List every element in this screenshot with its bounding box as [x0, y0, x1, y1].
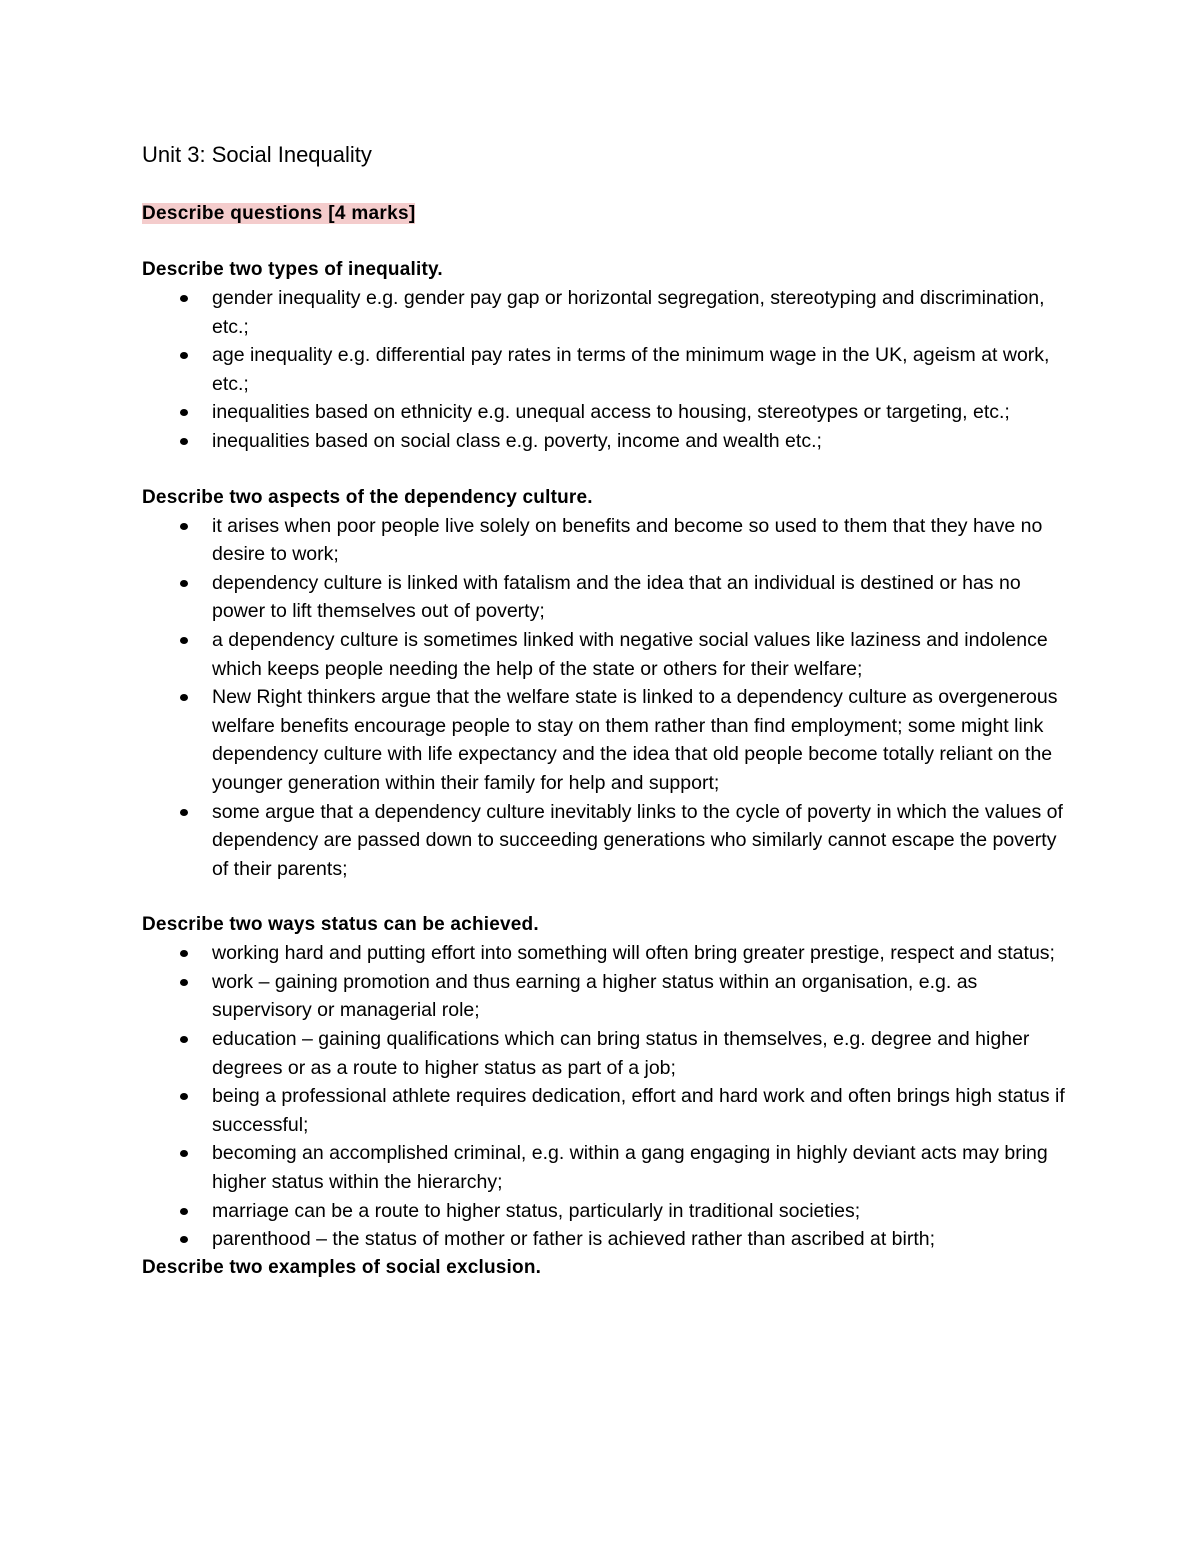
- section-heading: Describe two examples of social exclusion.: [142, 1256, 542, 1278]
- highlighted-subheading: [142, 200, 1072, 228]
- section-achieved-status: [142, 911, 1072, 1254]
- bullet-list: [142, 284, 1072, 456]
- list-item: working hard and putting effort into something will often bring greater prestige, respect and status;: [142, 939, 1072, 968]
- list-item: becoming an accomplished criminal, e.g. within a gang engaging in highly deviant acts may bring higher status within the hierarchy;: [142, 1139, 1072, 1196]
- bullet-icon: [180, 637, 188, 644]
- bullet-icon: [180, 580, 188, 587]
- subheading-text: Describe questions [4 marks]: [142, 203, 416, 224]
- bullet-icon: [180, 409, 188, 416]
- document-page: [142, 140, 1072, 1282]
- list-item: marriage can be a route to higher status, particularly in traditional societies;: [142, 1197, 1072, 1226]
- section-types-of-inequality: [142, 256, 1072, 456]
- bullet-icon: [180, 295, 188, 302]
- section-heading: Describe two types of inequality.: [142, 259, 443, 280]
- list-item: work – gaining promotion and thus earning a higher status within an organisation, e.g. as supervisory or managerial role;: [142, 968, 1072, 1025]
- list-item: it arises when poor people live solely on benefits and become so used to them that they have no desire to work;: [142, 512, 1072, 569]
- bullet-list: [142, 939, 1072, 1254]
- page-title: Unit 3: Social Inequality: [142, 142, 372, 167]
- bullet-icon: [180, 438, 188, 445]
- list-item: New Right thinkers argue that the welfare state is linked to a dependency culture as overgenerous welfare benefits encourage people to stay on them rather than find employment; some might link dependency culture with life expectancy and the idea that old people become totally reliant on the younger generation within their family for help and support;: [142, 683, 1072, 797]
- list-item: parenthood – the status of mother or father is achieved rather than ascribed at birth;: [142, 1225, 1072, 1254]
- list-item: education – gaining qualifications which can bring status in themselves, e.g. degree and higher degrees or as a route to higher status as part of a job;: [142, 1025, 1072, 1082]
- list-item: a dependency culture is sometimes linked with negative social values like laziness and indolence which keeps people needing the help of the state or others for their welfare;: [142, 626, 1072, 683]
- bullet-icon: [180, 694, 188, 701]
- bullet-icon: [180, 352, 188, 359]
- bullet-icon: [180, 809, 188, 816]
- bullet-icon: [180, 1236, 188, 1243]
- bullet-icon: [180, 1093, 188, 1100]
- section-heading: Describe two ways status can be achieved.: [142, 914, 539, 936]
- bullet-list: [142, 512, 1072, 884]
- list-item: inequalities based on social class e.g. poverty, income and wealth etc.;: [142, 427, 1072, 456]
- bullet-icon: [180, 1208, 188, 1215]
- list-item: gender inequality e.g. gender pay gap or horizontal segregation, stereotyping and discrimination, etc.;: [142, 284, 1072, 341]
- section-dependency-culture: [142, 484, 1072, 884]
- bullet-icon: [180, 1036, 188, 1043]
- list-item: inequalities based on ethnicity e.g. unequal access to housing, stereotypes or targeting, etc.;: [142, 398, 1072, 427]
- bullet-icon: [180, 523, 188, 530]
- list-item: some argue that a dependency culture inevitably links to the cycle of poverty in which the values of dependency are passed down to succeeding generations who similarly cannot escape the poverty of their parents;: [142, 798, 1072, 884]
- section-social-exclusion: [142, 1254, 1072, 1282]
- section-heading: Describe two aspects of the dependency culture.: [142, 486, 593, 508]
- bullet-icon: [180, 979, 188, 986]
- list-item: dependency culture is linked with fatalism and the idea that an individual is destined or has no power to lift themselves out of poverty;: [142, 569, 1072, 626]
- bullet-icon: [180, 1150, 188, 1157]
- bullet-icon: [180, 950, 188, 957]
- list-item: age inequality e.g. differential pay rates in terms of the minimum wage in the UK, ageism at work, etc.;: [142, 341, 1072, 398]
- list-item: being a professional athlete requires dedication, effort and hard work and often brings high status if successful;: [142, 1082, 1072, 1139]
